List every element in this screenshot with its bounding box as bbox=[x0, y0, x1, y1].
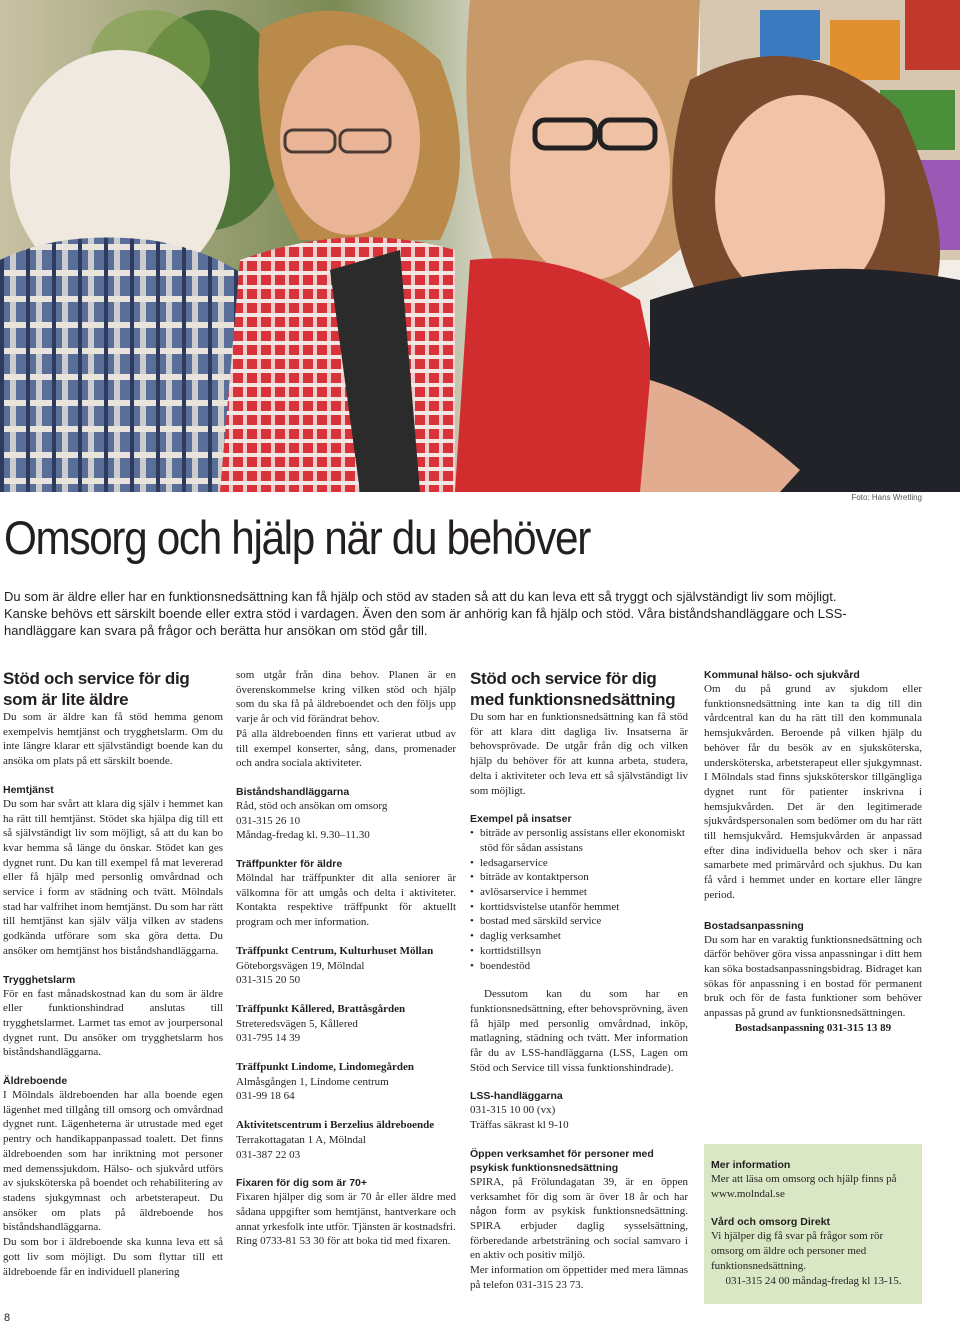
list-item: • avlösarservice i hemmet bbox=[470, 885, 688, 900]
column-disability bbox=[470, 668, 688, 1293]
subheading-traffpunkter: Träffpunkter för äldre bbox=[236, 858, 343, 871]
opening-hours: Måndag-fredag kl. 9.30–11.30 bbox=[236, 829, 370, 842]
venue-address: Streteredsvägen 5, Kållered bbox=[236, 1017, 358, 1030]
paragraph: Mer information om öppettider med mera lämnas på telefon 031-315 23 73. bbox=[470, 1264, 688, 1291]
paragraph: Du som bor i äldreboende ska kunna leva ett så gott liv som möjligt. Du som flyttar till ett äldreboende får en individuell planering bbox=[3, 1236, 223, 1278]
list-item: • biträde av kontaktperson bbox=[470, 870, 688, 885]
hero-photo bbox=[0, 0, 960, 492]
list-item: • biträde av personlig assistans eller ekonomiskt stöd för sådan assistans bbox=[470, 826, 688, 855]
venue-address: Göteborgsvägen 19, Mölndal bbox=[236, 959, 365, 972]
paragraph: Om du på grund av sjukdom eller funktionsnedsättning inte kan ta dig till din vårdcentral kan du ha rätt till den kommunala hemsjukvården. Beroende på vilken hjälp du behöver får du besök av en sjuksköterska, undersköterska, arbetsterapeut eller sjukgymnast. I Mölndals stad finns sjuksköterskor tillgängliga dygnet runt för patienter inskrivna i hemsjukvården. Det är den legitimerade sjukvårdspersonalen som bedömer om du har rätt till hemsjukvård. Hemsjukvården är anpassad efter dina individuella behov och sker i nära samarbete med primärvård och sjukhus. Du kan få vård i hemmet under en kortare eller längre period. bbox=[704, 683, 922, 901]
paragraph: Du som har svårt att klara dig själv i hemmet kan ha rätt till hemtjänst. Stödet ska hjälpa dig till ett så självständigt liv som möjligt, så att du kan bo kvar hemma så länge du önskar. Stödet kan ges dygnet runt. Du kan till exempel få mat levererad eller få hjälp med personlig omvårdnad och service i form av städning och tvätt. Mölndals stad har valfrihet inom hemtjänst. Du som har rätt till hemtjänst kan själv välja vilken av stadens godkända utförare som ska göra detta. Du ansöker om hemtjänst hos biståndshandläggarna. bbox=[3, 797, 223, 957]
list-item: • korttidsvistelse utanför hemmet bbox=[470, 900, 688, 915]
list-item: • ledsagarservice bbox=[470, 856, 688, 871]
subheading-lss: LSS-handläggarna bbox=[470, 1090, 563, 1103]
paragraph: Du som har en varaktig funktionsnedsättning och därför behöver göra vissa anpassningar i ditt hem kan söka bostadsanpassningsbidrag. Bidraget kan sökas för anpassning i en bostad för permanent bruk och för de fasta funktioner som behöver anpassas på grund av funktionsnedsättningen. bbox=[704, 933, 922, 1020]
subheading-hemtjanst: Hemtjänst bbox=[3, 783, 54, 796]
photo-credit: Foto: Hans Wretling bbox=[851, 493, 922, 502]
subheading-bistand: Biståndshandläggarna bbox=[236, 785, 350, 798]
subheading-open-activity: Öppen verksamhet för personer med psykisk funktionsnedsättning bbox=[470, 1147, 654, 1174]
column-elderly-continued bbox=[236, 668, 456, 1249]
paragraph: I Mölndals äldreboenden har alla boende egen lägenhet med tillgång till omsorg och omvårdnad dygnet runt. Lägenheterna är utrustade med eget pentry och handikappanpassad toalett. Det finns äldreboenden som har inriktning mot personer med demenssjukdom. Hälso- och sjukvård utförs av sjuksköterska på boendet och rehabilitering av stadens sjukgymnast och arbetsterapeut. Du ansöker om plats på äldreboende hos biståndshandläggarna. bbox=[3, 1089, 223, 1234]
subheading-trygghetslarm: Trygghetslarm bbox=[3, 973, 76, 986]
page-number: 8 bbox=[4, 1312, 11, 1324]
info-heading: Vård och omsorg Direkt bbox=[711, 1216, 831, 1229]
info-phone: 031-315 24 00 måndag-fredag kl 13-15. bbox=[725, 1274, 902, 1287]
paragraph: Fixaren hjälper dig som är 70 år eller äldre med sådana uppgifter som hemtjänst, hantverkare och annat yrkesfolk inte utför. Tjänsten är kostnadsfri. bbox=[236, 1191, 456, 1233]
lead-text: Du som är äldre kan få stöd hemma genom exempelvis hemtjänst och trygghetslarm. Om du inte längre klarar ett självständigt boende kan du ansöka om plats på ett särskilt boende. bbox=[3, 711, 223, 768]
paragraph: som utgår från dina behov. Planen är en överenskommelse kring vilken stöd och hjälp som du ska få på äldreboendet och den följs upp varje år och vid förändrat behov. bbox=[236, 669, 456, 726]
info-box bbox=[704, 1144, 922, 1304]
list-item: • boendestöd bbox=[470, 959, 688, 974]
lead-text: Du som har en funktionsnedsättning kan få stöd för att klara ditt dagliga liv. Insatserna är behovsprövade. De utgår från dig och vilken hjälp du behöver för att kunna arbeta, studera, delta i aktiviteter och leva ett så självständigt liv som möjligt. bbox=[470, 711, 688, 797]
list-item: • bostad med särskild service bbox=[470, 914, 688, 929]
contact-hours: Träffas säkrast kl 9-10 bbox=[470, 1119, 569, 1132]
venue-name: Aktivitetscentrum i Berzelius äldreboende bbox=[236, 1119, 435, 1132]
section-heading: Stöd och service för dig som är lite äldre bbox=[3, 669, 190, 709]
venue-name: Träffpunkt Kållered, Brattåsgården bbox=[236, 1002, 406, 1015]
venue-name: Träffpunkt Centrum, Kulturhuset Möllan bbox=[236, 944, 434, 957]
paragraph: Ring 0733-81 53 30 för att boka tid med fixaren. bbox=[236, 1235, 451, 1248]
subheading-examples: Exempel på insatser bbox=[470, 813, 572, 826]
venue-address: Terrakottagatan 1 A, Mölndal bbox=[236, 1133, 366, 1146]
page-title: Omsorg och hjälp när du behöver bbox=[4, 511, 590, 564]
paragraph: För en fast månadskostnad kan du som är äldre eller funktionshindrad anslutas till trygghetslarmet. Larmet tas emot av jourpersonal dygnet runt. Du ansöker om trygghetslarm hos biståndshandläggarna. bbox=[3, 987, 223, 1059]
phone-number: Bostadsanpassning 031-315 13 89 bbox=[734, 1021, 892, 1034]
venue-name: Träffpunkt Lindome, Lindomegården bbox=[236, 1061, 414, 1074]
venue-phone: 031-387 22 03 bbox=[236, 1148, 301, 1161]
list-item: • korttidstillsyn bbox=[470, 944, 688, 959]
list-item: • daglig verksamhet bbox=[470, 929, 688, 944]
venue-address: Almåsgången 1, Lindome centrum bbox=[236, 1075, 389, 1088]
subheading-aldreboende: Äldreboende bbox=[3, 1075, 68, 1088]
subheading-health: Kommunal hälso- och sjukvård bbox=[704, 669, 860, 681]
paragraph: SPIRA, på Frölundagatan 39, är en öppen verksamhet för dig som är över 18 år och har någon form av psykisk funktionsnedsättning. SPIRA erbjuder daglig sysselsättning, förberedande arbetsträning och social samvaro i en aktiv och positiv miljö. bbox=[470, 1175, 688, 1262]
phone-number: 031-315 10 00 (vx) bbox=[470, 1104, 556, 1117]
paragraph: Dessutom kan du som har en funktionsnedsättning, efter behovsprövning, även få hjälp med personlig omvårdnad, inköp, matlagning, städning och tvätt. Mer information får du av LSS-handläggarna (LSS, Lagen om Stöd och Service till vissa funktionshindrade). bbox=[470, 988, 688, 1074]
subheading-housing: Bostadsanpassning bbox=[704, 919, 804, 932]
venue-phone: 031-315 20 50 bbox=[236, 974, 301, 987]
intro-text: Du som är äldre eller har en funktionsnedsättning kan få hjälp och stöd av staden så att du kan leva ett så tryggt och självständigt liv som möjligt. Kanske behövs ett särskilt boende eller extra stöd i vardagen. Även den som är anhörig kan få hjälp och stöd. Våra biståndshandläggare och LSS-handläggare kan svara på frågor och berätta hur ansökan om stöd går till. bbox=[4, 589, 847, 638]
services-list bbox=[470, 826, 688, 973]
column-health bbox=[704, 668, 922, 1035]
section-heading: Stöd och service för dig med funktionsnedsättning bbox=[470, 669, 676, 709]
phone-number: 031-315 26 10 bbox=[236, 814, 301, 827]
info-text: Vi hjälper dig få svar på frågor som rör omsorg om äldre och personer med funktionsnedsättning. bbox=[711, 1230, 884, 1272]
column-elderly bbox=[3, 668, 223, 1279]
photo-illustration bbox=[0, 0, 960, 492]
info-heading: Mer information bbox=[711, 1159, 791, 1171]
subheading-fixaren: Fixaren för dig som är 70+ bbox=[236, 1177, 368, 1190]
contact-line: Råd, stöd och ansökan om omsorg bbox=[236, 799, 388, 812]
info-text: Mer att läsa om omsorg och hjälp finns på www.molndal.se bbox=[711, 1173, 897, 1200]
venue-phone: 031-795 14 39 bbox=[236, 1032, 301, 1045]
venue-phone: 031-99 18 64 bbox=[236, 1090, 295, 1103]
paragraph: Mölndal har träffpunkter dit alla seniorer är välkomna för att umgås och delta i aktiviteter. Kontakta respektive träffpunkt för aktuellt program och mer information. bbox=[236, 872, 456, 929]
paragraph: På alla äldreboenden finns ett varierat utbud av till exempel konserter, sång, dans, promenader och andra sociala aktiviteter. bbox=[236, 727, 456, 770]
